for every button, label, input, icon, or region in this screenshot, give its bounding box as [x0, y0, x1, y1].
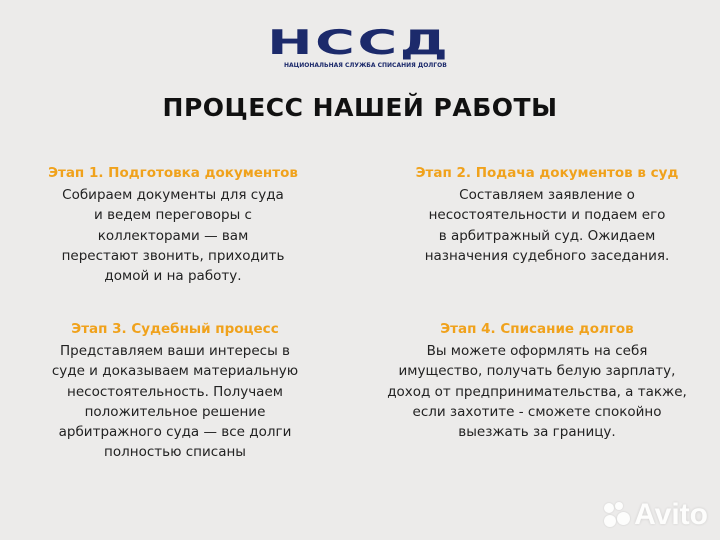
stage-text: суде и доказываем материальную — [51, 363, 299, 380]
stage-text: имущество, получать белую зарплату, — [398, 363, 676, 380]
stage-text: Собираем документы для суда — [62, 187, 284, 203]
logo-mark: НССД — [267, 23, 451, 63]
stage-text: коллекторами — вам — [97, 227, 249, 244]
stage-text: Вы можете оформлять на себя — [426, 343, 648, 359]
stage-text: доход от предпринимательства, а также, — [387, 383, 687, 400]
stage-3 — [10, 319, 340, 463]
stage-text: перестают звонить, приходить — [61, 247, 285, 264]
logo-subtitle: НАЦИОНАЛЬНАЯ СЛУЖБА СПИСАНИЯ ДОЛГОВ — [284, 62, 447, 69]
stage-text: несостоятельность. Получаем — [67, 383, 283, 400]
avito-text: Avito — [634, 498, 708, 531]
stage-text: домой и на работу. — [104, 268, 242, 285]
company-logo — [267, 23, 451, 69]
stage-text: назначения судебного заседания. — [424, 247, 670, 264]
stage-title: Этап 2. Подача документов в суд — [415, 165, 679, 181]
stage-2 — [382, 163, 712, 266]
stage-1 — [8, 163, 338, 286]
stage-text: положительное решение — [84, 403, 266, 420]
stage-text: если захотите - сможете спокойно — [412, 403, 662, 420]
avito-watermark — [604, 498, 708, 532]
stage-title: Этап 3. Судебный процесс — [71, 321, 279, 337]
avito-dots-icon — [604, 502, 630, 528]
stage-text: и ведем переговоры с — [94, 207, 252, 224]
stage-text: полностью списаны — [104, 444, 246, 461]
page-title: ПРОЦЕСС НАШЕЙ РАБОТЫ — [162, 93, 558, 122]
stage-text: Представляем ваши интересы в — [59, 343, 291, 359]
stage-text: Составляем заявление о — [459, 187, 635, 203]
stage-text: в арбитражный суд. Ожидаем — [438, 227, 656, 244]
stage-title: Этап 4. Списание долгов — [440, 321, 634, 337]
stage-4 — [372, 319, 702, 442]
stage-text: арбитражного суда — все долги — [58, 424, 292, 441]
stage-text: несостоятельности и подаем его — [428, 207, 666, 224]
stage-title: Этап 1. Подготовка документов — [48, 165, 298, 181]
stage-text: выезжать за границу. — [458, 424, 616, 441]
